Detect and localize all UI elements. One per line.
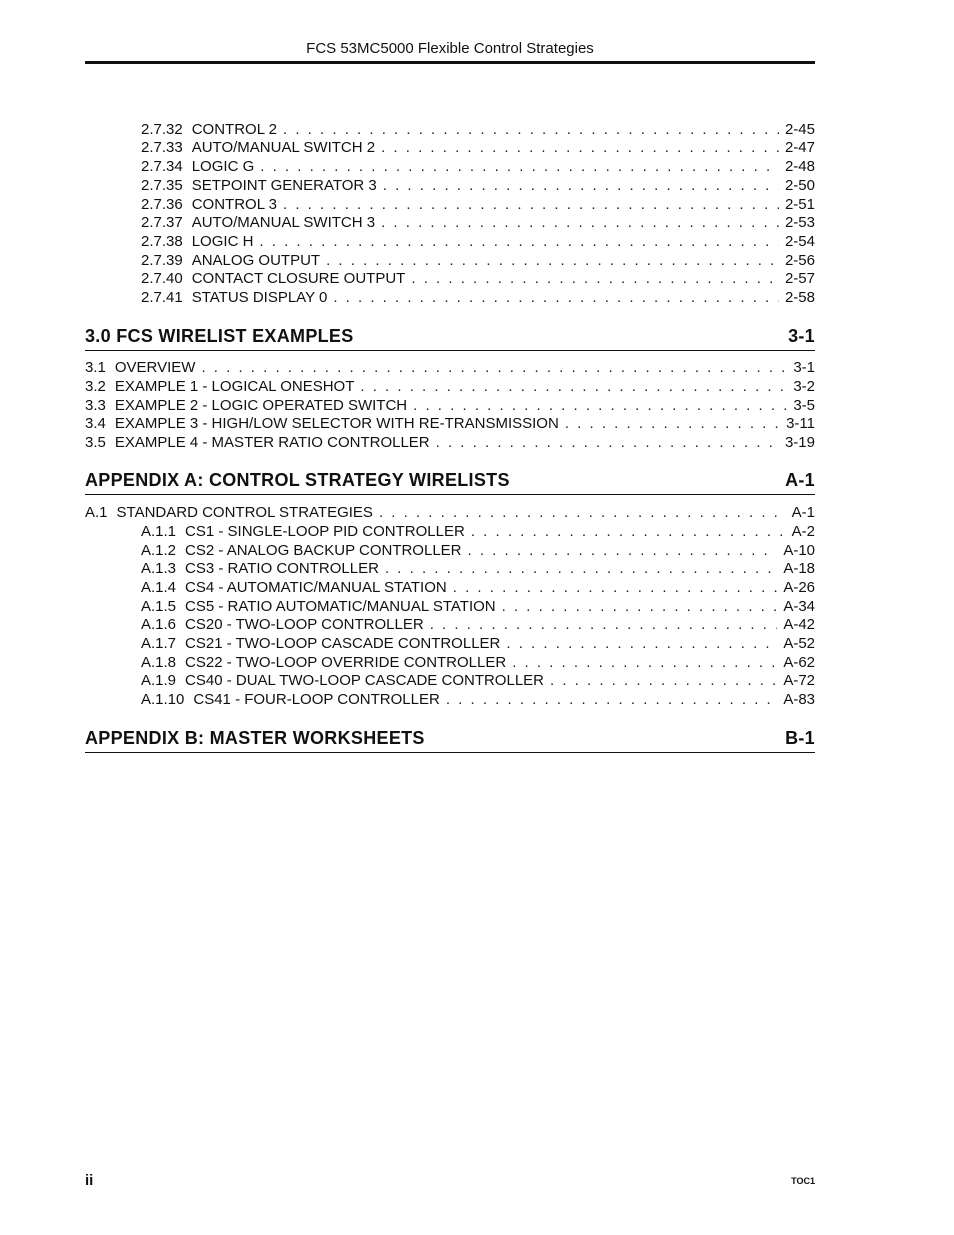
dot-leader [381,213,779,232]
toc-entry-page: A-2 [791,523,815,540]
dot-leader [413,396,787,415]
section-heading-page: 3-1 [788,326,815,346]
toc-entry-title: CS1 - SINGLE-LOOP PID CONTROLLER [185,523,465,540]
toc-entry-number: 2.7.35 [141,177,183,194]
toc-entry-title: CS2 - ANALOG BACKUP CONTROLLER [185,542,462,559]
toc-entry[interactable] [141,157,815,176]
dot-leader [550,671,777,690]
toc-entry-title: CS41 - FOUR-LOOP CONTROLLER [193,691,440,708]
toc-entry[interactable] [85,377,815,396]
dot-leader [436,433,779,452]
toc-entry-number: A.1.4 [141,579,177,596]
toc-entry-number: A.1.7 [141,635,177,652]
toc-entry-number: 3.4 [85,415,106,432]
section-heading-3[interactable] [85,326,815,351]
toc-entry-title: SETPOINT GENERATOR 3 [191,177,377,194]
section-heading-title: APPENDIX B: MASTER WORKSHEETS [85,728,425,748]
toc-entry-page: 3-19 [784,434,815,451]
toc-entry[interactable] [141,634,815,653]
dot-leader [326,251,779,270]
toc-entry-page: 3-5 [793,397,815,414]
dot-leader [201,358,787,377]
section-heading-title: APPENDIX A: CONTROL STRATEGY WIRELISTS [85,470,510,490]
toc-entry[interactable] [141,195,815,214]
toc-entry[interactable] [141,251,815,270]
toc-entry[interactable] [141,541,815,560]
toc-entry-title: EXAMPLE 2 - LOGIC OPERATED SWITCH [114,397,408,414]
dot-leader [502,597,778,616]
dot-leader [333,288,779,307]
dot-leader [360,377,787,396]
toc-entry-title: AUTO/MANUAL SWITCH 2 [191,139,376,156]
dot-leader [446,690,777,709]
dot-leader [453,578,778,597]
toc-entry-page: 2-58 [784,289,815,306]
toc-entry-title: EXAMPLE 3 - HIGH/LOW SELECTOR WITH RE-TRANSMISSION [114,415,559,432]
toc-entry[interactable] [141,120,815,139]
toc-entry-page: 3-11 [786,415,815,432]
toc-entry[interactable] [141,288,815,307]
dot-leader [411,269,779,288]
toc-entry-page: A-52 [783,635,815,652]
toc-entry-number: 2.7.32 [141,121,183,138]
toc-entry-number: 3.3 [85,397,106,414]
dot-leader [381,138,779,157]
dot-leader [385,559,777,578]
toc-entry-page: A-10 [783,542,815,559]
toc-entry[interactable] [141,559,815,578]
toc-entry[interactable] [85,396,815,415]
toc-entry[interactable] [85,414,815,433]
toc-entry-title: LOGIC G [191,158,255,175]
toc-entry[interactable] [141,653,815,672]
dot-leader [379,503,786,522]
dot-leader [471,522,786,541]
toc-entry-title: CS40 - DUAL TWO-LOOP CASCADE CONTROLLER [185,672,544,689]
toc-entry-number: A.1.1 [141,523,177,540]
toc-entry-number: 2.7.38 [141,233,183,250]
toc-entry-title: CONTROL 3 [191,196,278,213]
toc-entry-title: CS3 - RATIO CONTROLLER [185,560,379,577]
toc-entry[interactable] [141,690,815,709]
running-header: FCS 53MC5000 Flexible Control Strategies [306,40,594,57]
toc-entry-page: A-34 [783,598,815,615]
toc-entry[interactable] [141,578,815,597]
toc-entry-page: 2-51 [784,196,815,213]
toc-entry-page: 2-47 [784,139,815,156]
toc-entry[interactable] [141,176,815,195]
footer-code: TOC1 [791,1176,815,1186]
toc-entry-number: A.1.9 [141,672,177,689]
toc-entry-number: 3.5 [85,434,106,451]
toc-entry-title: STANDARD CONTROL STRATEGIES [116,504,373,521]
toc-entry[interactable] [141,671,815,690]
toc-entry-title: CS20 - TWO-LOOP CONTROLLER [185,616,424,633]
toc-entry[interactable] [141,269,815,288]
dot-leader [506,634,777,653]
toc-entry-page: 3-1 [793,359,815,376]
toc-entry-number: A.1.5 [141,598,177,615]
toc-entry[interactable] [141,138,815,157]
toc-entry-page: A-26 [783,579,815,596]
section-heading-page: B-1 [785,728,815,748]
section-heading-page: A-1 [785,470,815,490]
toc-entry-title: EXAMPLE 1 - LOGICAL ONESHOT [114,378,355,395]
toc-entry-title: ANALOG OUTPUT [191,252,321,269]
section-heading-appendix-b[interactable] [85,728,815,753]
toc-entry-page: A-1 [791,504,815,521]
toc-entry-number: A.1.3 [141,560,177,577]
toc-entry-page: 2-53 [784,214,815,231]
dot-leader [283,120,779,139]
toc-entry-number: A.1.6 [141,616,177,633]
toc-entry-page: 2-57 [784,270,815,287]
toc-entry-number: A.1.10 [141,691,185,708]
toc-entry-number: 2.7.33 [141,139,183,156]
toc-entry-title: EXAMPLE 4 - MASTER RATIO CONTROLLER [114,434,430,451]
toc-entry-number: 3.2 [85,378,106,395]
toc-entry-number: 3.1 [85,359,106,376]
toc-entry-page: A-62 [783,654,815,671]
toc-entry[interactable] [141,232,815,251]
section-heading-appendix-a[interactable] [85,470,815,495]
footer-page-number: ii [85,1172,94,1189]
toc-entry-page: 3-2 [793,378,815,395]
toc-entry-page: 2-50 [784,177,815,194]
dot-leader [260,157,779,176]
toc-entry-page: 2-45 [784,121,815,138]
toc-entry-page: 2-56 [784,252,815,269]
toc-entry[interactable] [85,358,815,377]
toc-entry[interactable] [141,522,815,541]
section-heading-title: 3.0 FCS WIRELIST EXAMPLES [85,326,354,346]
toc-entry-title: CONTACT CLOSURE OUTPUT [191,270,406,287]
toc-entry[interactable] [85,503,815,522]
toc-entry-page: A-72 [783,672,815,689]
toc-entry-title: LOGIC H [191,233,254,250]
toc-entry-title: CONTROL 2 [191,121,278,138]
toc-entry-title: CS22 - TWO-LOOP OVERRIDE CONTROLLER [185,654,507,671]
toc-entry-page: A-18 [783,560,815,577]
toc-entry-page: A-42 [783,616,815,633]
toc-entry[interactable] [141,213,815,232]
toc-entry-number: 2.7.36 [141,196,183,213]
toc-entry-number: A.1.8 [141,654,177,671]
toc-entry-number: 2.7.41 [141,289,183,306]
toc-entry[interactable] [85,433,815,452]
toc-entry-number: A.1.2 [141,542,177,559]
dot-leader [383,176,779,195]
toc-entry-title: OVERVIEW [114,359,196,376]
toc-entry-title: CS4 - AUTOMATIC/MANUAL STATION [185,579,447,596]
toc-entry-number: 2.7.39 [141,252,183,269]
toc-entry-page: 2-54 [784,233,815,250]
toc-entry-page: A-83 [783,691,815,708]
toc-entry-number: 2.7.34 [141,158,183,175]
toc-entry[interactable] [141,615,815,634]
dot-leader [512,653,777,672]
dot-leader [283,195,779,214]
toc-entry-number: 2.7.37 [141,214,183,231]
dot-leader [430,615,778,634]
toc-entry-title: STATUS DISPLAY 0 [191,289,328,306]
toc-entry-number: A.1 [85,504,108,521]
toc-entry-page: 2-48 [784,158,815,175]
toc-entry-title: AUTO/MANUAL SWITCH 3 [191,214,376,231]
dot-leader [565,414,780,433]
toc-entry[interactable] [141,597,815,616]
dot-leader [468,541,778,560]
toc-entry-number: 2.7.40 [141,270,183,287]
toc-entry-title: CS21 - TWO-LOOP CASCADE CONTROLLER [185,635,501,652]
header-rule [85,61,815,64]
dot-leader [259,232,779,251]
toc-entry-title: CS5 - RATIO AUTOMATIC/MANUAL STATION [185,598,496,615]
